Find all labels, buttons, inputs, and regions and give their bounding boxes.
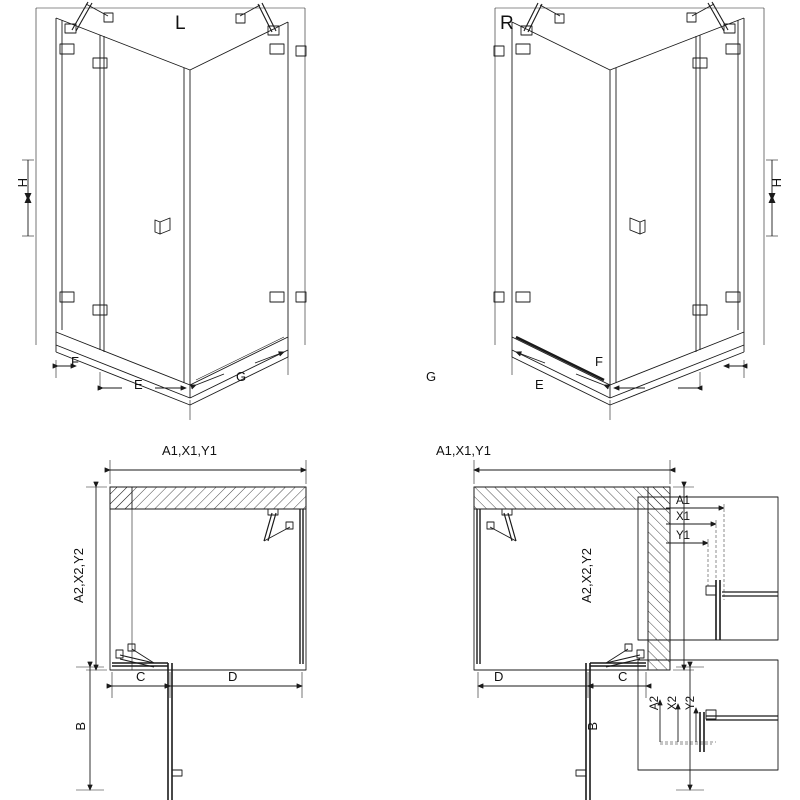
detail-top-label-y1: Y1 bbox=[676, 530, 691, 542]
iso-left-base-label-f: F bbox=[71, 354, 79, 369]
iso-right-base-label-g: G bbox=[426, 369, 437, 384]
plan-left-door-dimension-b: B bbox=[73, 722, 88, 731]
detail-bottom-group bbox=[638, 660, 778, 770]
iso-left-handing-label: L bbox=[175, 13, 186, 34]
detail-top-label-x1: X1 bbox=[676, 511, 691, 523]
detail-bottom-label-x2: X2 bbox=[667, 696, 679, 711]
iso-left-base-label-g: G bbox=[236, 369, 247, 384]
plan-right-side-dimension-label: A2,X2,Y2 bbox=[579, 548, 594, 603]
iso-right-group bbox=[494, 2, 778, 420]
iso-right-handing-label: R bbox=[500, 13, 514, 34]
iso-right-base-label-e: E bbox=[535, 377, 544, 392]
plan-left-group bbox=[73, 460, 306, 800]
plan-right-door-dimension-b: B bbox=[585, 722, 600, 731]
iso-left-height-label: H bbox=[15, 178, 30, 188]
iso-right-height-label: H bbox=[769, 178, 784, 188]
plan-right-group bbox=[474, 460, 704, 800]
plan-left-bottom-dimension-d: D bbox=[228, 669, 238, 684]
iso-left-group bbox=[22, 2, 306, 420]
detail-top-label-a1: A1 bbox=[676, 495, 691, 507]
plan-left-top-dimension-label: A1,X1,Y1 bbox=[162, 443, 217, 458]
iso-right-base-label-f: F bbox=[595, 354, 603, 369]
plan-right-bottom-dimension-c: C bbox=[618, 669, 628, 684]
iso-left-base-label-e: E bbox=[134, 377, 143, 392]
plan-left-side-dimension-label: A2,X2,Y2 bbox=[71, 548, 86, 603]
detail-bottom-label-a2: A2 bbox=[649, 696, 661, 711]
plan-left-bottom-dimension-c: C bbox=[136, 669, 146, 684]
plan-right-bottom-dimension-d: D bbox=[494, 669, 504, 684]
plan-right-top-dimension-label: A1,X1,Y1 bbox=[436, 443, 491, 458]
detail-bottom-label-y2: Y2 bbox=[685, 696, 697, 711]
